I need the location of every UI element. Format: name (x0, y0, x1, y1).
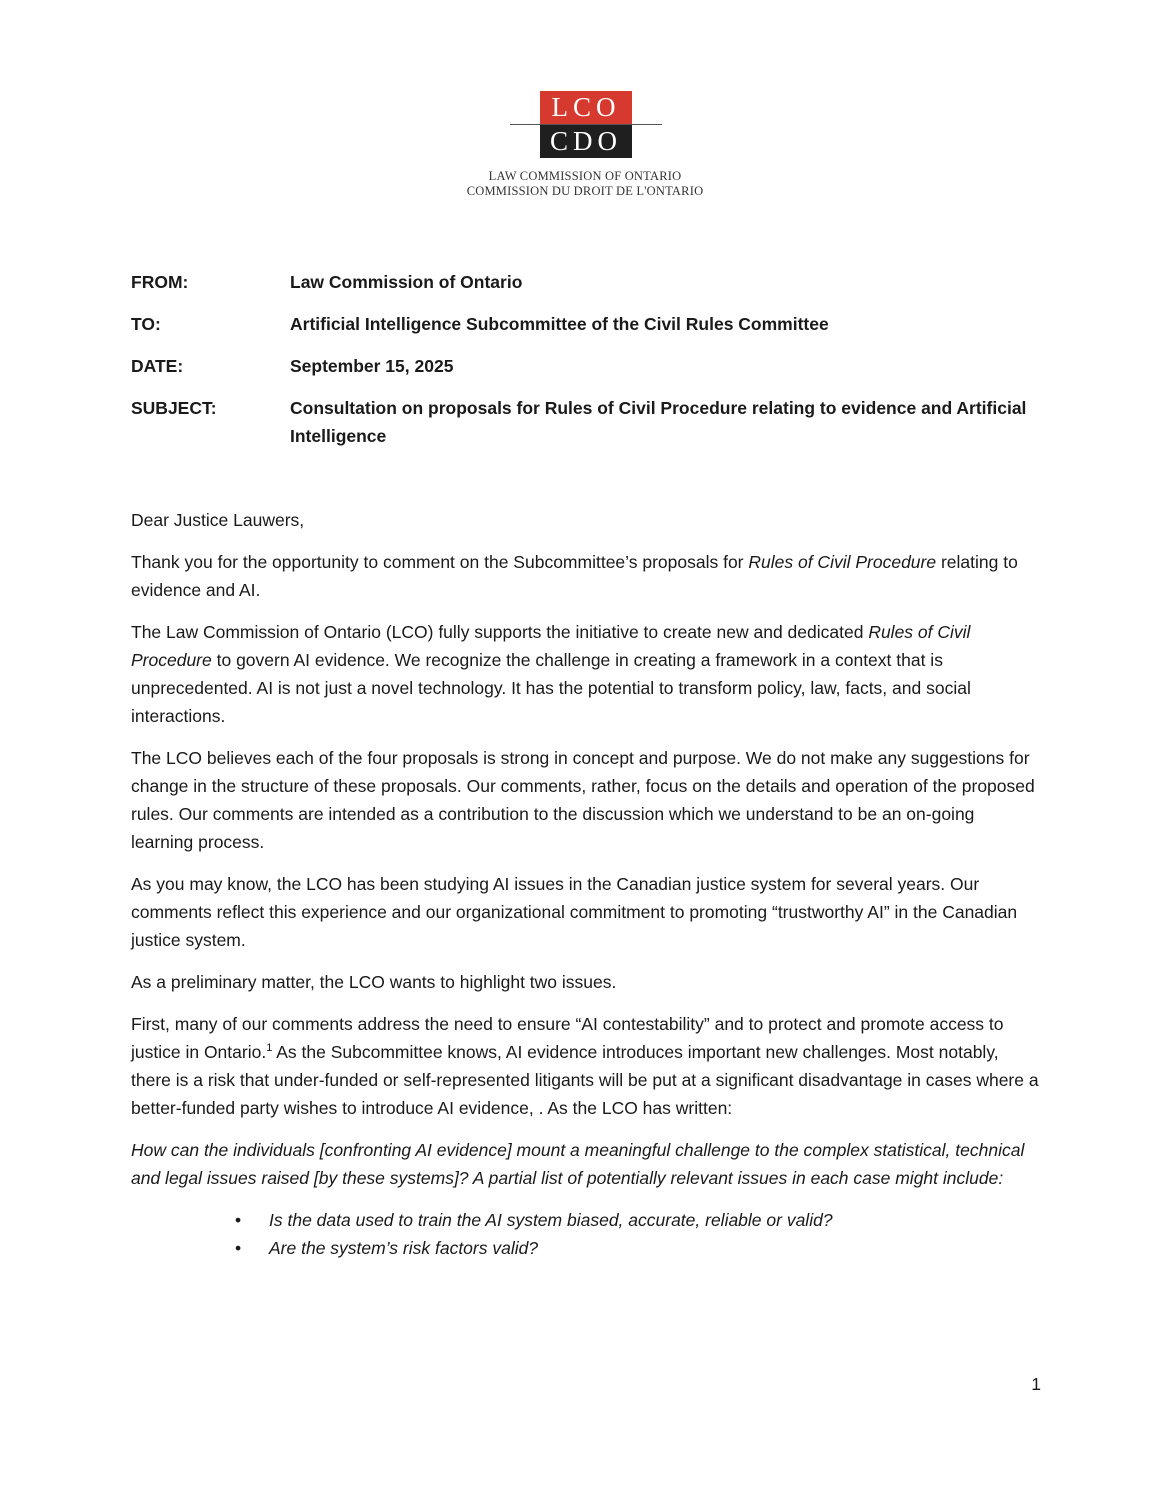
bullet-icon: • (235, 1238, 242, 1258)
paragraph-3: The LCO believes each of the four proposals is strong in concept and purpose. We do not make any suggestions for change in the structure of these proposals. Our comments, rather, focus on the details and operation of the proposed rules. Our comments are intended as a contribution to the discussion which we understand to be an on-going learning process. (131, 748, 1035, 852)
letter-body (131, 506, 1041, 1262)
logo-caption-french: COMMISSION DU DROIT DE L'ONTARIO (466, 184, 704, 198)
logo-cdo-box: CDO (540, 125, 632, 158)
memo-subject-label: SUBJECT: (131, 398, 217, 418)
bullet-icon: • (235, 1210, 242, 1230)
lco-logo (440, 88, 730, 208)
page-number: 1 (1031, 1374, 1041, 1394)
memo-subject-row (131, 394, 1051, 450)
memo-to-value: Artificial Intelligence Subcommittee of the Civil Rules Committee (290, 314, 829, 334)
memo-to-label: TO: (131, 314, 161, 334)
memo-to-row (131, 310, 1051, 338)
logo-caption-english: LAW COMMISSION OF ONTARIO (488, 169, 682, 183)
paragraph-5: As a preliminary matter, the LCO wants to highlight two issues. (131, 972, 617, 992)
paragraph-4: As you may know, the LCO has been studying AI issues in the Canadian justice system for several years. Our comments reflect this experience and our organizational commitment to promoting “trustworthy AI” in the Canadian justice system. (131, 874, 1018, 950)
paragraph-2: The Law Commission of Ontario (LCO) fully supports the initiative to create new and dedicated Rules of Civil Procedure to govern AI evidence. We recognize the challenge in creating a framework in a context that is unprecedented. AI is not just a novel technology. It has the potential to transform policy, law, facts, and social interactions. (131, 622, 971, 726)
memo-from-value: Law Commission of Ontario (290, 272, 523, 292)
paragraph-1: Thank you for the opportunity to comment on the Subcommittee’s proposals for Rules of Civil Procedure relating to evidence and AI. (131, 552, 1018, 600)
paragraph-6: First, many of our comments address the need to ensure “AI contestability” and to protect and promote access to justice in Ontario.$^1$ As the Subcommittee knows, AI evidence introduces important new challenges. Most notably, there is a risk that under-funded or self-represented litigants will be put at a significant disadvantage in cases where a better-funded party wishes to introduce AI evidence, . As the LCO has written: (131, 1014, 1039, 1118)
memo-subject-value: Consultation on proposals for Rules of Civil Procedure relating to evidence and Artificial Intelligence (290, 398, 1027, 446)
memo-header (131, 268, 1051, 464)
list-item: • Are the system’s risk factors valid? (269, 1234, 1041, 1262)
memo-date-row (131, 352, 1051, 380)
footnote-ref[interactable]: 1 (266, 1042, 273, 1055)
salutation: Dear Justice Lauwers, (131, 510, 305, 530)
memo-from-label: FROM: (131, 272, 189, 292)
memo-from-row (131, 268, 1051, 296)
list-item: • Is the data used to train the AI system biased, accurate, reliable or valid? (269, 1206, 1041, 1234)
block-quote: How can the individuals [confronting AI evidence] mount a meaningful challenge to the complex statistical, technical and legal issues raised [by these systems]? A partial list of potentially relevant issues in each case might include: (131, 1140, 1025, 1188)
memo-date-label: DATE: (131, 356, 184, 376)
issue-list (235, 1206, 1041, 1262)
logo-lco-box: LCO (540, 91, 632, 124)
memo-date-value: September 15, 2025 (290, 356, 454, 376)
